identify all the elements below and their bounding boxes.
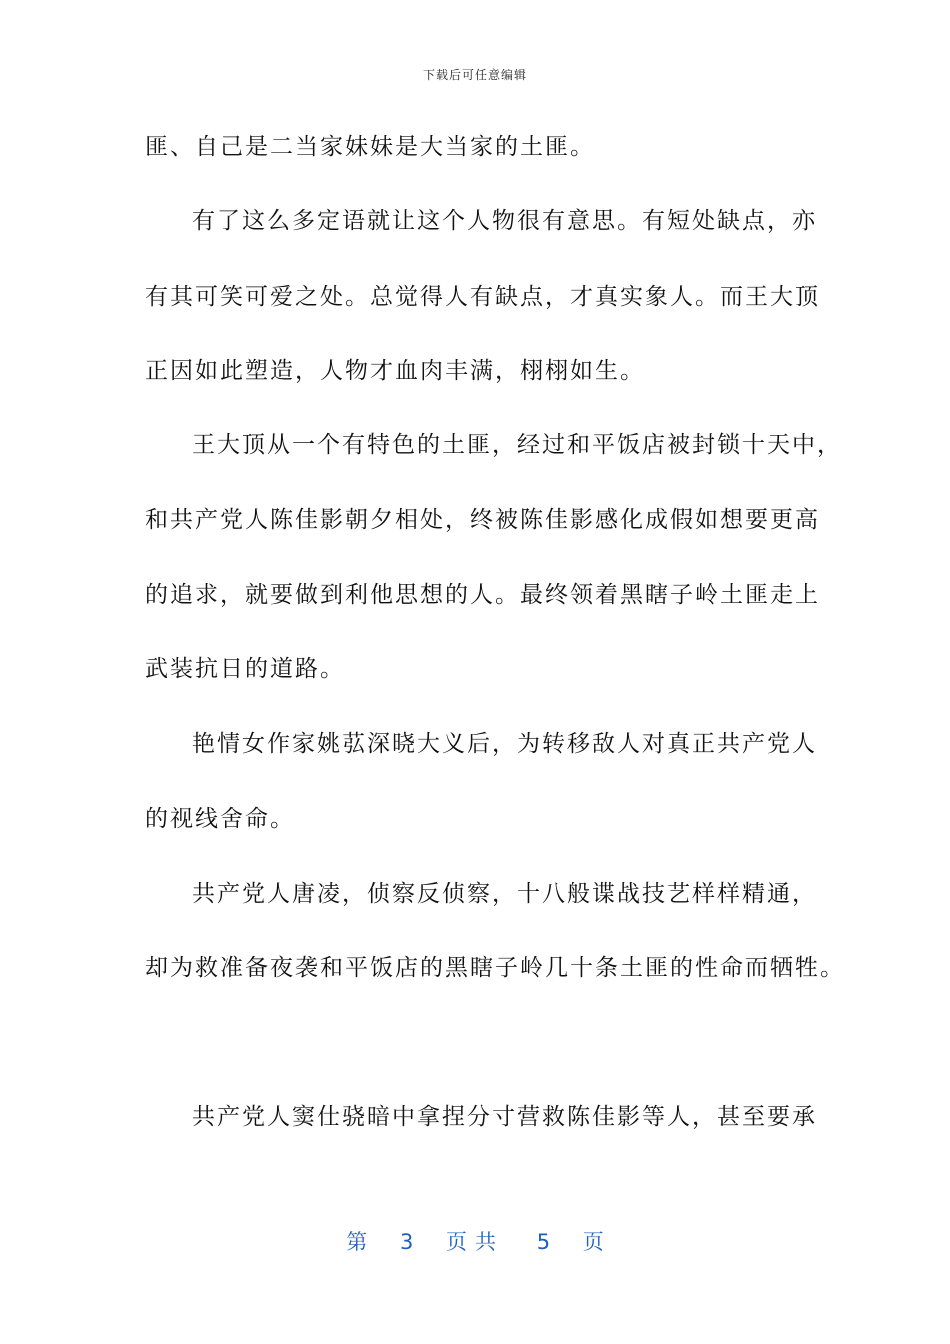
footer-total-pages: 5 — [536, 1230, 551, 1254]
body-line-12: 却为救准备夜袭和平饭店的黑瞎子岭几十条土匪的性命而牺牲。 — [145, 955, 845, 981]
body-line-11: 共产党人唐凌，侦察反侦察，十八般谍战技艺样样精通， — [192, 881, 817, 907]
body-line-2: 有了这么多定语就让这个人物很有意思。有短处缺点，亦 — [192, 208, 817, 234]
body-line-3: 有其可笑可爱之处。总觉得人有缺点，才真实象人。而王大顶 — [145, 284, 820, 310]
body-line-5: 王大顶从一个有特色的土匪，经过和平饭店被封锁十天中， — [192, 432, 842, 458]
body-line-4: 正因如此塑造，人物才血肉丰满，栩栩如生。 — [145, 358, 645, 384]
footer-middle: 页共 — [446, 1230, 504, 1254]
footer-suffix: 页 — [582, 1230, 604, 1254]
body-line-7: 的追求，就要做到利他思想的人。最终领着黑瞎子岭土匪走上 — [145, 582, 820, 608]
body-line-10: 的视线舍命。 — [145, 806, 295, 832]
body-line-8: 武装抗日的道路。 — [145, 656, 345, 682]
body-line-13: 共产党人窦仕骁暗中拿捏分寸营救陈佳影等人，甚至要承 — [192, 1104, 817, 1130]
body-line-9: 艳情女作家姚苰深晓大义后，为转移敌人对真正共产党人 — [192, 731, 817, 757]
body-line-6: 和共产党人陈佳影朝夕相处，终被陈佳影感化成假如想要更高 — [145, 507, 820, 533]
footer-prefix: 第 — [346, 1230, 368, 1254]
footer-current-page: 3 — [399, 1230, 414, 1254]
body-line-1: 匪、自己是二当家妹妹是大当家的土匪。 — [145, 134, 595, 160]
page-header: 下载后可任意编辑 — [422, 68, 527, 82]
page-footer — [0, 1226, 950, 1256]
